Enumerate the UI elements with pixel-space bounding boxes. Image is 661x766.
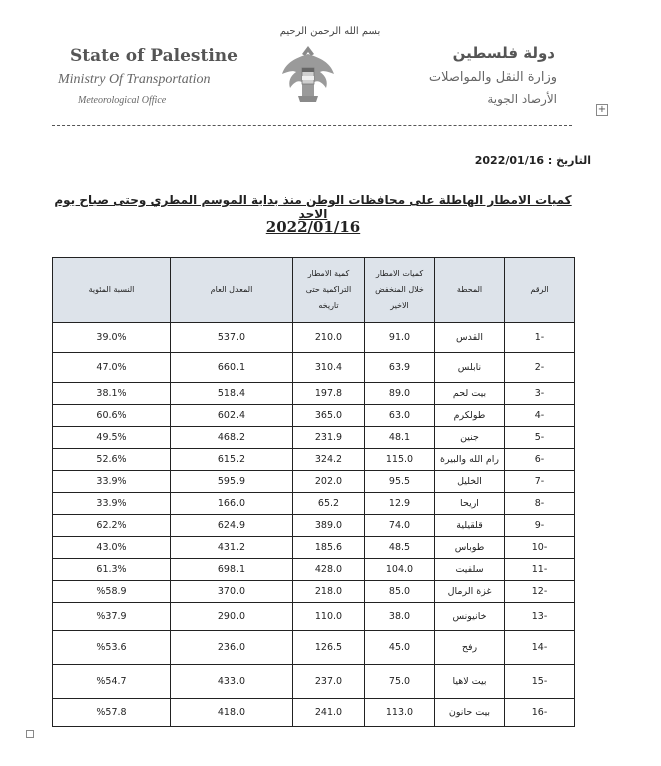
row-station: قلقيلية	[435, 515, 505, 537]
page-corner-marker	[26, 730, 34, 738]
row-number: -12	[505, 581, 575, 603]
report-date: التاريخ : 2022/01/16	[474, 154, 591, 167]
row-station: اريحا	[435, 493, 505, 515]
row-cumulative: 126.5	[293, 631, 365, 665]
row-last-rainfall: 45.0	[365, 631, 435, 665]
row-station: طولكرم	[435, 405, 505, 427]
ar-ministry-name: وزارة النقل والمواصلات	[428, 70, 557, 85]
row-station: سلفيت	[435, 559, 505, 581]
row-percentage: 62.2%	[53, 515, 171, 537]
row-cumulative: 210.0	[293, 323, 365, 353]
table-row	[53, 383, 575, 405]
row-average: 615.2	[171, 449, 293, 471]
row-percentage: 33.9%	[53, 471, 171, 493]
row-cumulative: 310.4	[293, 353, 365, 383]
row-number: -10	[505, 537, 575, 559]
row-number: -13	[505, 603, 575, 631]
row-station: غزة الرمال	[435, 581, 505, 603]
row-number: -1	[505, 323, 575, 353]
row-number: -14	[505, 631, 575, 665]
row-average: 624.9	[171, 515, 293, 537]
row-last-rainfall: 75.0	[365, 665, 435, 699]
header-divider	[52, 125, 572, 126]
header-general-average: المعدل العام	[171, 258, 293, 323]
report-headline: كميات الامطار الهاطلة على محافظات الوطن منذ بداية الموسم المطري وحتى صباح يوم الاحد	[54, 193, 572, 221]
table-row	[53, 493, 575, 515]
row-percentage: 52.6%	[53, 449, 171, 471]
row-number: -8	[505, 493, 575, 515]
row-number: -4	[505, 405, 575, 427]
row-percentage: %54.7	[53, 665, 171, 699]
row-average: 660.1	[171, 353, 293, 383]
row-station: القدس	[435, 323, 505, 353]
row-average: 290.0	[171, 603, 293, 631]
row-percentage: 33.9%	[53, 493, 171, 515]
row-station: بيت لحم	[435, 383, 505, 405]
row-last-rainfall: 95.5	[365, 471, 435, 493]
row-percentage: 49.5%	[53, 427, 171, 449]
row-average: 595.9	[171, 471, 293, 493]
table-row	[53, 603, 575, 631]
row-number: -6	[505, 449, 575, 471]
row-number: -11	[505, 559, 575, 581]
rainfall-table	[52, 257, 575, 727]
report-headline-date: 2022/01/16	[265, 218, 361, 236]
row-number: -2	[505, 353, 575, 383]
en-office-name: Meteorological Office	[78, 95, 167, 106]
row-cumulative: 237.0	[293, 665, 365, 699]
row-station: رفح	[435, 631, 505, 665]
row-cumulative: 428.0	[293, 559, 365, 581]
row-station: بيت حانون	[435, 699, 505, 727]
row-station: الخليل	[435, 471, 505, 493]
header-number: الرقم	[505, 258, 575, 323]
row-average: 418.0	[171, 699, 293, 727]
row-last-rainfall: 113.0	[365, 699, 435, 727]
row-cumulative: 218.0	[293, 581, 365, 603]
row-average: 602.4	[171, 405, 293, 427]
row-last-rainfall: 38.0	[365, 603, 435, 631]
header-percentage: النسبة المئوية	[53, 258, 171, 323]
header-station: المحطة	[435, 258, 505, 323]
row-last-rainfall: 12.9	[365, 493, 435, 515]
row-cumulative: 197.8	[293, 383, 365, 405]
row-percentage: 47.0%	[53, 353, 171, 383]
row-average: 698.1	[171, 559, 293, 581]
table-row	[53, 581, 575, 603]
row-cumulative: 365.0	[293, 405, 365, 427]
table-row	[53, 471, 575, 493]
row-station: نابلس	[435, 353, 505, 383]
table-row	[53, 631, 575, 665]
row-cumulative: 65.2	[293, 493, 365, 515]
row-last-rainfall: 48.5	[365, 537, 435, 559]
table-row	[53, 537, 575, 559]
row-last-rainfall: 63.9	[365, 353, 435, 383]
row-last-rainfall: 85.0	[365, 581, 435, 603]
move-handle-icon[interactable]: +	[597, 104, 607, 115]
en-ministry-name: Ministry Of Transportation	[58, 72, 211, 87]
table-row	[53, 427, 575, 449]
row-percentage: %53.6	[53, 631, 171, 665]
row-cumulative: 110.0	[293, 603, 365, 631]
row-last-rainfall: 104.0	[365, 559, 435, 581]
row-average: 166.0	[171, 493, 293, 515]
row-number: -16	[505, 699, 575, 727]
row-number: -5	[505, 427, 575, 449]
row-cumulative: 185.6	[293, 537, 365, 559]
header-cumulative: كمية الامطار التراكمية حتى تاريخه	[293, 258, 365, 323]
row-last-rainfall: 91.0	[365, 323, 435, 353]
row-station: جنين	[435, 427, 505, 449]
row-percentage: 38.1%	[53, 383, 171, 405]
row-average: 518.4	[171, 383, 293, 405]
header-last-depression: كميات الامطار خلال المنخفض الاخير	[365, 258, 435, 323]
row-last-rainfall: 74.0	[365, 515, 435, 537]
table-row	[53, 699, 575, 727]
row-percentage: 39.0%	[53, 323, 171, 353]
row-cumulative: 202.0	[293, 471, 365, 493]
row-average: 433.0	[171, 665, 293, 699]
table-row	[53, 405, 575, 427]
basmala: بسم الله الرحمن الرحيم	[279, 26, 381, 37]
row-percentage: %58.9	[53, 581, 171, 603]
row-station: بيت لاهيا	[435, 665, 505, 699]
table-row	[53, 353, 575, 383]
table-row	[53, 449, 575, 471]
row-average: 370.0	[171, 581, 293, 603]
row-percentage: %37.9	[53, 603, 171, 631]
row-last-rainfall: 89.0	[365, 383, 435, 405]
row-percentage: %57.8	[53, 699, 171, 727]
row-cumulative: 389.0	[293, 515, 365, 537]
table-row	[53, 559, 575, 581]
row-station: رام الله والبيرة	[435, 449, 505, 471]
row-last-rainfall: 63.0	[365, 405, 435, 427]
row-cumulative: 231.9	[293, 427, 365, 449]
row-number: -9	[505, 515, 575, 537]
palestine-eagle-emblem-icon	[278, 40, 338, 110]
row-number: -15	[505, 665, 575, 699]
en-state-title: State of Palestine	[70, 46, 238, 66]
row-average: 468.2	[171, 427, 293, 449]
ar-state-title: دولة فلسطين	[452, 44, 555, 62]
table-header-row	[53, 258, 575, 323]
row-last-rainfall: 48.1	[365, 427, 435, 449]
row-station: طوباس	[435, 537, 505, 559]
row-average: 537.0	[171, 323, 293, 353]
row-percentage: 60.6%	[53, 405, 171, 427]
row-average: 431.2	[171, 537, 293, 559]
row-percentage: 61.3%	[53, 559, 171, 581]
table-row	[53, 665, 575, 699]
row-cumulative: 241.0	[293, 699, 365, 727]
row-station: خانيونس	[435, 603, 505, 631]
ar-office-name: الأرصاد الجوية	[487, 92, 557, 106]
table-row	[53, 515, 575, 537]
table-row	[53, 323, 575, 353]
row-cumulative: 324.2	[293, 449, 365, 471]
row-average: 236.0	[171, 631, 293, 665]
row-last-rainfall: 115.0	[365, 449, 435, 471]
row-number: -3	[505, 383, 575, 405]
row-percentage: 43.0%	[53, 537, 171, 559]
row-number: -7	[505, 471, 575, 493]
